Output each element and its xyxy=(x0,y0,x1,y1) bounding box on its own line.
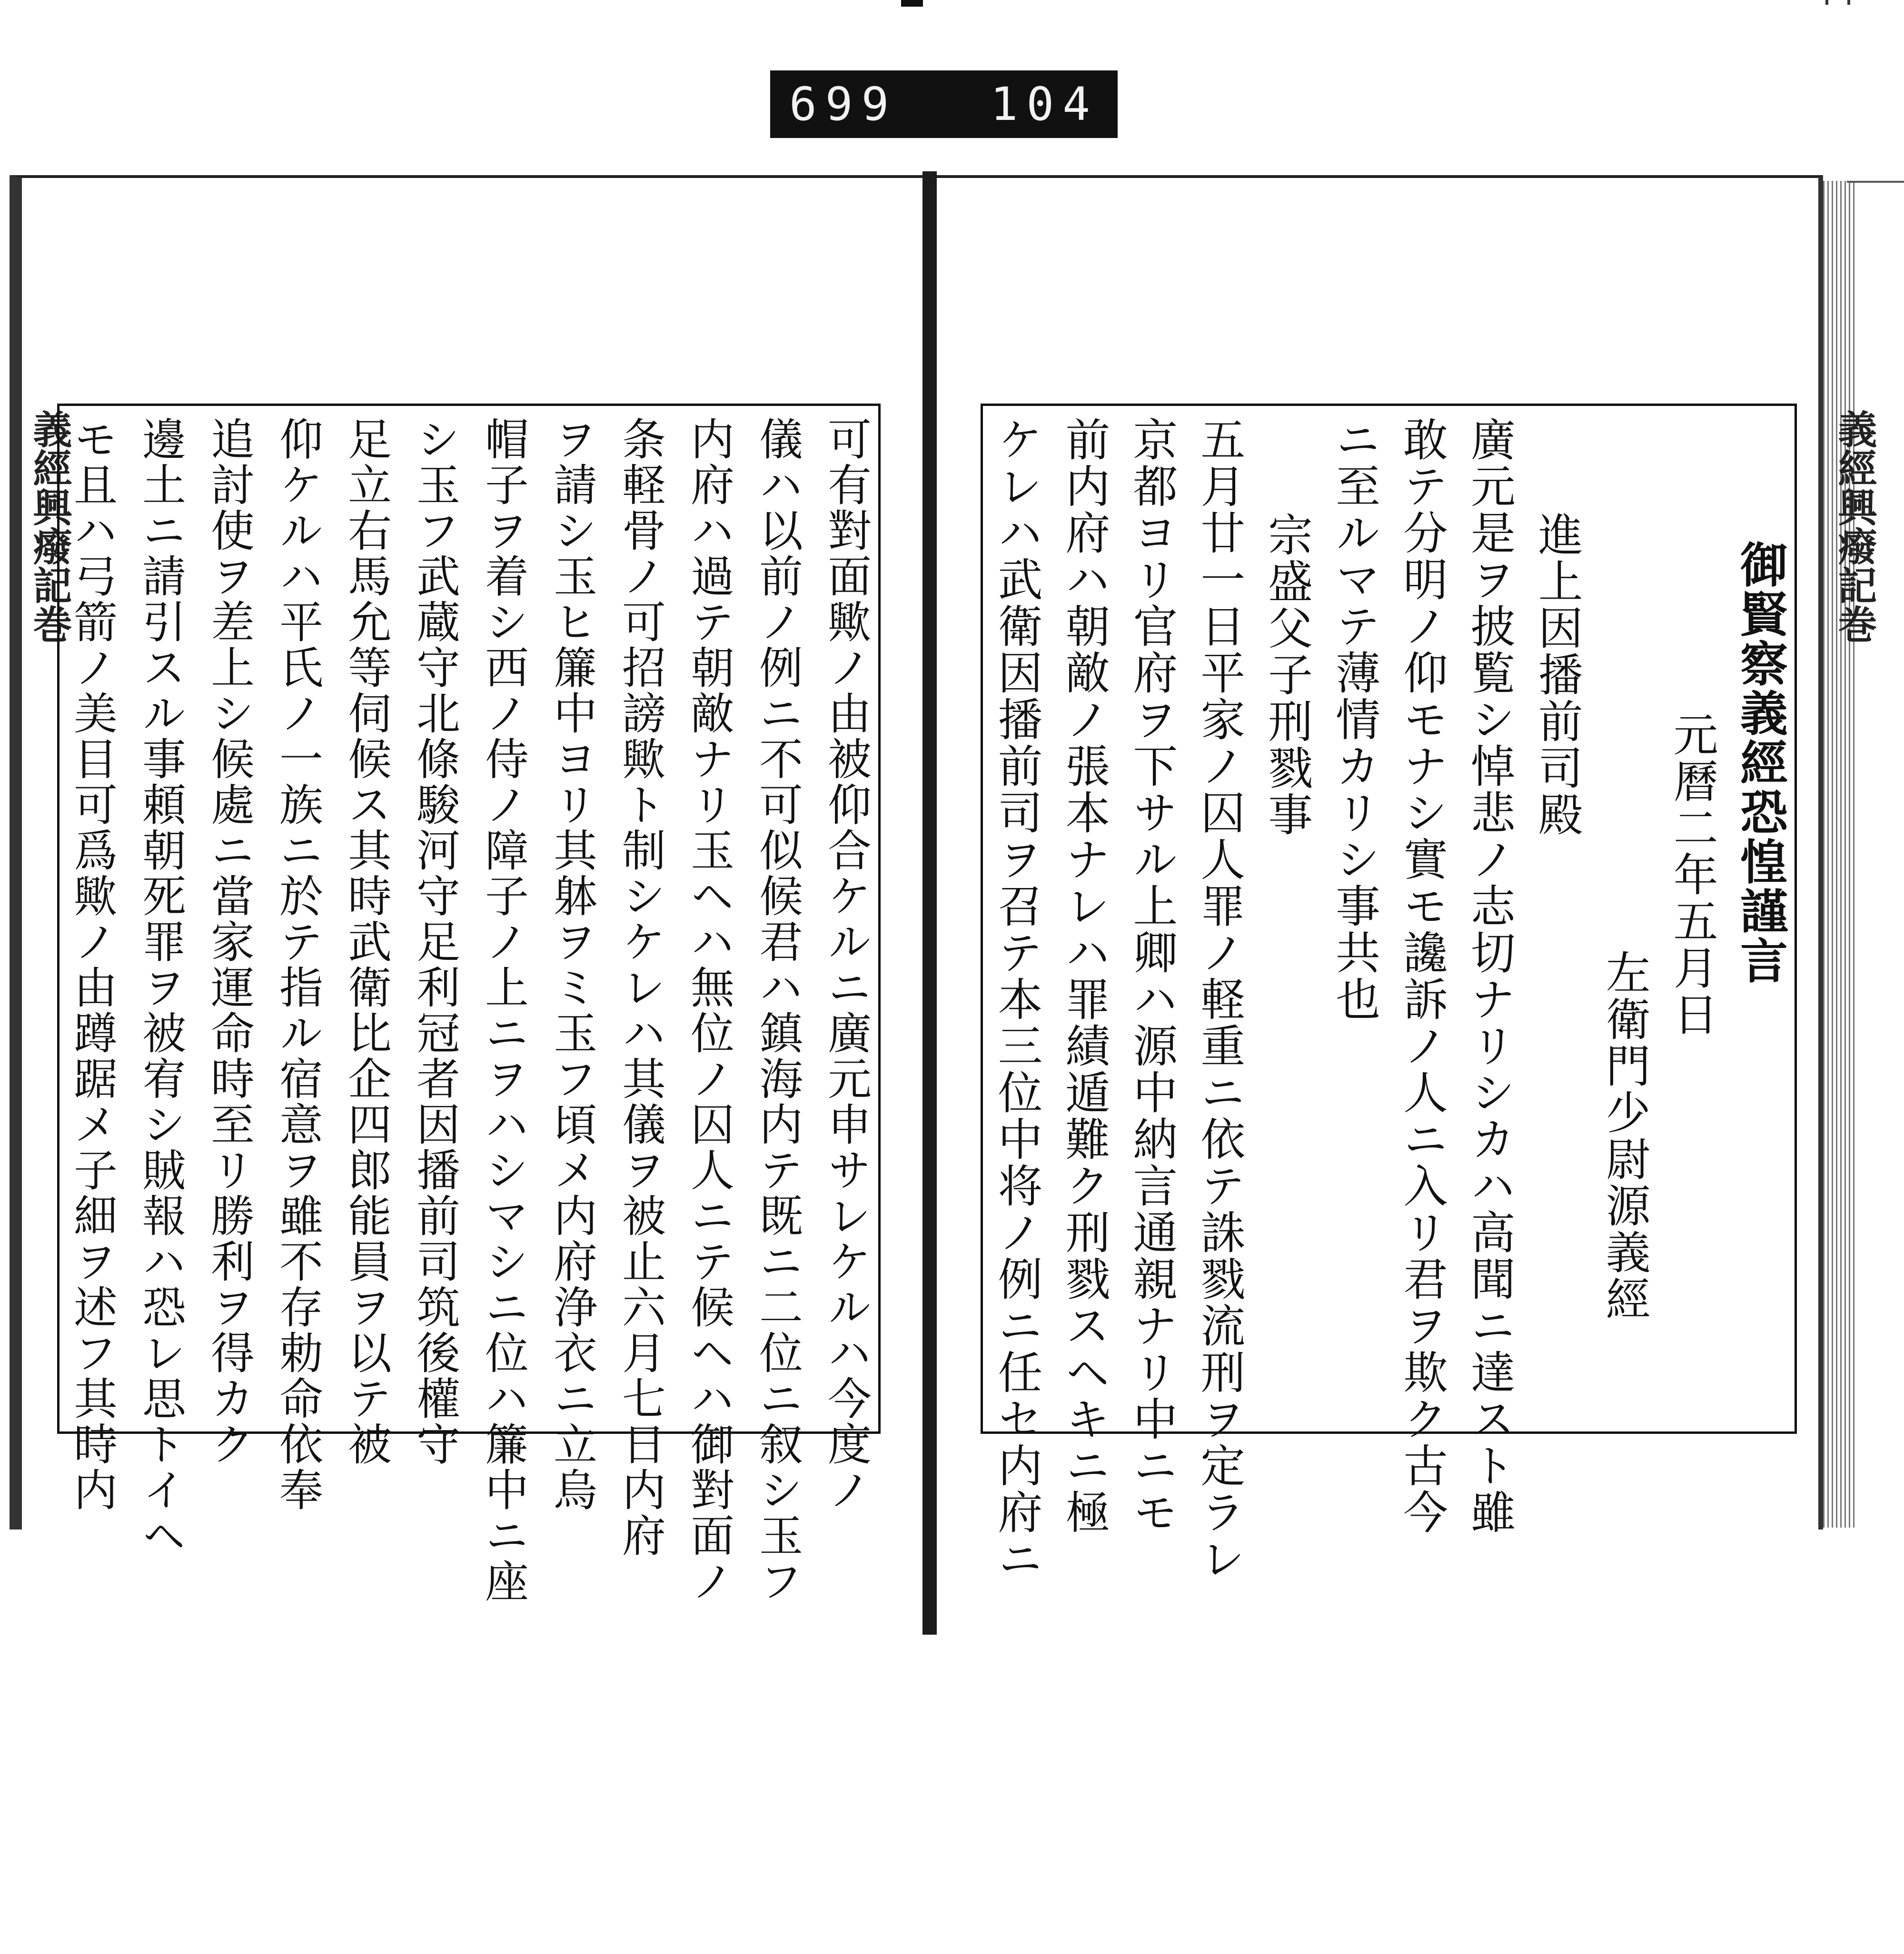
text-column: 仰ケルハ平氏ノ一族ニ於テ指ル宿意ヲ雖不存勅命依奉 xyxy=(272,416,323,1513)
left-text-frame xyxy=(57,404,881,1604)
text-column: 足立右馬允等伺候ス其時武衛比企四郎能員ヲ以テ被 xyxy=(341,416,392,1467)
text-column: ヲ請シ玉ヒ簾中ヨリ其躰ヲミ玉フ頃メ内府浄衣ニ立烏 xyxy=(546,416,597,1513)
text-column: 京都ヨリ官府ヲ下サル上卿ハ源中納言通親ナリ中ニモ xyxy=(1125,416,1177,1536)
text-column: 御賢察義經恐惶謹言 xyxy=(1732,540,1788,986)
right-text-frame xyxy=(981,404,1797,1582)
text-column: 元曆二年五月日 xyxy=(1666,711,1718,1038)
text-column: 儀ハ以前ノ例ニ不可似候君ハ鎮海内テ既ニ二位ニ叙シ玉フ xyxy=(752,416,803,1604)
text-column: 五月廿一日平家ノ囚人罪ノ軽重ニ依テ誅戮流刑ヲ定ラレ xyxy=(1192,416,1245,1582)
top-right-mark xyxy=(1825,0,1850,5)
text-column: 条軽骨ノ可招謗歟ト制シケレハ其儀ヲ被止六月七日内府 xyxy=(615,416,666,1559)
text-column: 前内府ハ朝敵ノ張本ナレハ罪績遁難ク刑戮スヘキニ極 xyxy=(1057,416,1110,1536)
page-edge-stack xyxy=(1823,181,1856,1528)
left-margin-title: 義經興癈記巻 xyxy=(27,409,72,643)
text-column: 邊土ニ請引スル事頼朝死罪ヲ被宥シ賊報ハ恐レ思トイヘ xyxy=(135,416,186,1559)
text-column: 廣元是ヲ披覧シ悼悲ノ志切ナリシカハ高聞ニ達スト雖 xyxy=(1463,416,1515,1536)
text-column: モ且ハ弓箭ノ美目可爲歟ノ由蹲踞メ子細ヲ述フ其時内 xyxy=(67,416,118,1513)
text-column: シ玉フ武蔵守北條駿河守足利冠者因播前司筑後權守 xyxy=(409,416,460,1467)
right-text-columns xyxy=(990,416,1788,1582)
right-margin-title: 義經興癈記巻 xyxy=(1832,409,1877,643)
text-column: 進上因播前司殿 xyxy=(1530,512,1583,838)
left-text-columns xyxy=(67,416,872,1604)
text-column: 敢テ分明ノ仰モナシ實モ讒訴ノ人ニ入リ君ヲ欺ク古今 xyxy=(1395,416,1448,1536)
frame-number-right: 104 xyxy=(990,78,1099,131)
edge-rule xyxy=(1847,181,1904,183)
text-column: 宗盛父子刑戮事 xyxy=(1260,512,1312,838)
text-column: 内府ハ過テ朝敵ナリ玉ヘハ無位ノ囚人ニテ候ヘハ御對面ノ xyxy=(684,416,734,1604)
book-spine xyxy=(922,171,937,1635)
text-column: ニ至ルマテ薄情カリシ事共也 xyxy=(1328,416,1380,1023)
top-registration-mark xyxy=(901,0,923,7)
text-column: 帽子ヲ着シ西ノ侍ノ障子ノ上ニヲハシマシニ位ハ簾中ニ座 xyxy=(478,416,529,1604)
text-column: 左衛門少尉源義經 xyxy=(1598,949,1650,1322)
frame-number-left: 699 xyxy=(789,78,898,131)
text-column: 追討使ヲ差上シ候處ニ當家運命時至リ勝利ヲ得カク xyxy=(204,416,255,1467)
text-column: 可有對面歟ノ由被仰合ケルニ廣元申サレケルハ今度ノ xyxy=(821,416,872,1513)
text-column: ケレハ武衛因播前司ヲ召テ本三位中将ノ例ニ任セ内府ニ xyxy=(990,416,1042,1582)
film-frame-label xyxy=(770,70,1118,138)
